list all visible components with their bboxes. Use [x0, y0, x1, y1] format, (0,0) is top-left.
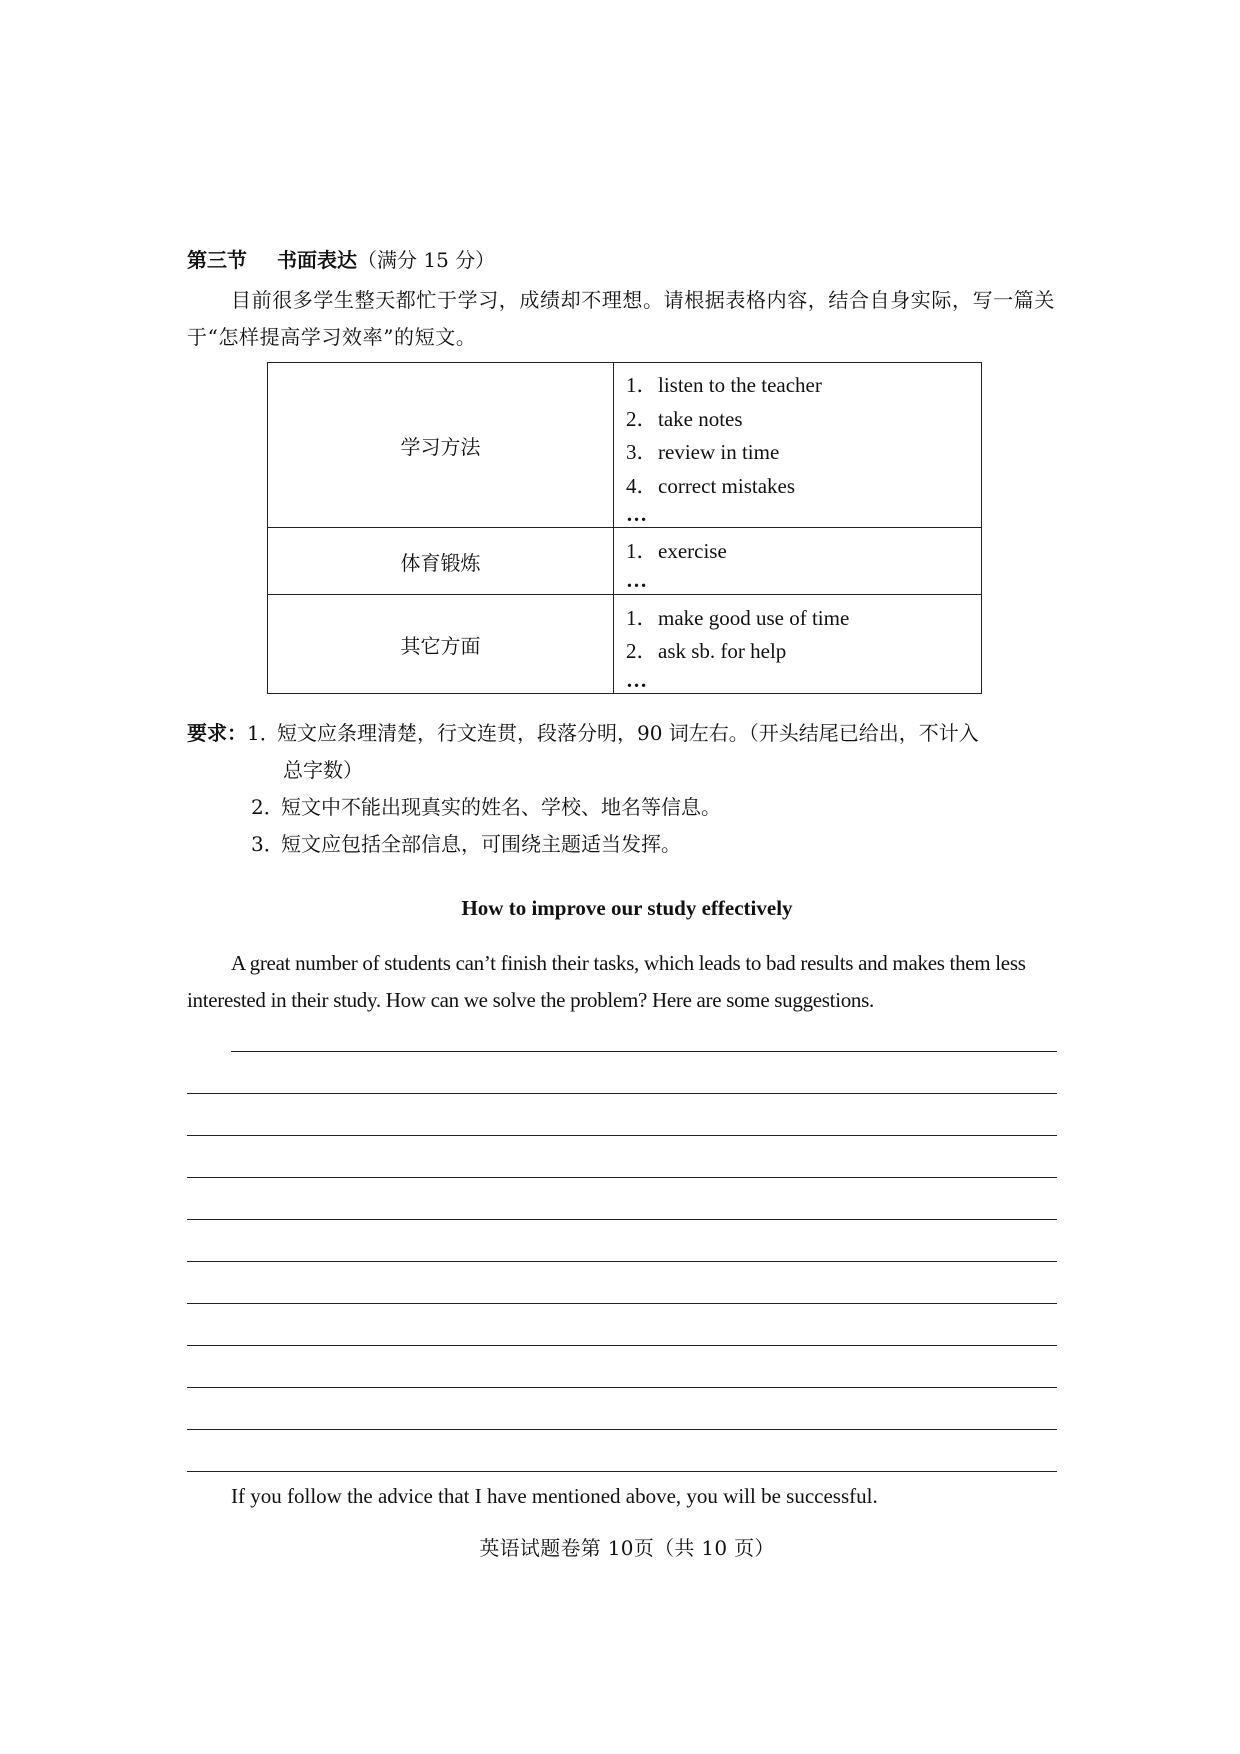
requirement-continuation: 总字数）	[283, 758, 363, 782]
writing-line[interactable]	[187, 1177, 1057, 1178]
list-item: 3．review in time	[626, 440, 780, 464]
essay-opening: A great number of students can’t finish their tasks, which leads to bad results and makes them less interested in their study. How can we solve the problem? Here are some suggestions.	[187, 951, 1026, 1012]
section-score: （满分 15 分）	[357, 248, 496, 272]
table-row	[268, 363, 982, 528]
writing-line[interactable]	[187, 1345, 1057, 1346]
requirement-text: 短文中不能出现真实的姓名、学校、地名等信息。	[281, 795, 721, 819]
writing-line[interactable]	[187, 1387, 1057, 1388]
list-item: 1．exercise	[626, 539, 727, 564]
writing-line[interactable]	[187, 1135, 1057, 1136]
requirements-label: 要求：	[187, 721, 247, 745]
section-number: 第三节	[187, 248, 247, 272]
writing-line[interactable]	[187, 1093, 1057, 1094]
writing-line[interactable]	[187, 1429, 1057, 1430]
requirement-text: 短文应条理清楚，行文连贯，段落分明，90 词左右。（开头结尾已给出，不计入	[277, 721, 979, 745]
table-row	[268, 595, 982, 694]
writing-line[interactable]	[187, 1471, 1057, 1472]
item-text: take notes	[658, 406, 743, 431]
ellipsis: …	[626, 567, 645, 592]
item-text: ask sb. for help	[658, 639, 787, 663]
list-item: 4．correct mistakes	[626, 473, 796, 498]
list-item: 2．ask sb. for help	[626, 639, 787, 663]
essay-closing: If you follow the advice that I have mentioned above, you will be successful.	[231, 1484, 878, 1508]
row-items	[614, 595, 982, 694]
row-label: 其它方面	[268, 595, 614, 694]
writing-line[interactable]	[187, 1261, 1057, 1262]
ellipsis: …	[626, 667, 645, 692]
item-text: listen to the teacher	[658, 373, 822, 397]
ellipsis: …	[626, 502, 645, 526]
list-item: 2．take notes	[626, 406, 743, 431]
requirement-item: 2．短文中不能出现真实的姓名、学校、地名等信息。	[251, 795, 721, 819]
list-item: 1．make good use of time	[626, 605, 850, 630]
section-name: 书面表达	[277, 248, 357, 272]
writing-line[interactable]	[231, 1051, 1057, 1052]
item-text: make good use of time	[658, 605, 850, 630]
page-footer: 英语试题卷第 10页（共 10 页）	[479, 1536, 775, 1560]
row-label: 体育锻炼	[268, 528, 614, 595]
essay-title: How to improve our study effectively	[461, 896, 793, 920]
writing-line[interactable]	[187, 1303, 1057, 1304]
row-label: 学习方法	[268, 363, 614, 528]
row-items	[614, 528, 982, 595]
requirement-item: 3．短文应包括全部信息，可围绕主题适当发挥。	[251, 832, 681, 856]
list-item: 1．listen to the teacher	[626, 373, 822, 397]
requirement-item: 要求：1．短文应条理清楚，行文连贯，段落分明，90 词左右。（开头结尾已给出，不计入	[187, 721, 979, 745]
requirement-text: 短文应包括全部信息，可围绕主题适当发挥。	[281, 832, 681, 856]
table-row	[268, 528, 982, 595]
requirements	[187, 715, 1067, 863]
task-instructions: 目前很多学生整天都忙于学习，成绩却不理想。请根据表格内容，结合自身实际，写一篇关于“怎样提高学习效率”的短文。	[187, 288, 1055, 349]
item-text: correct mistakes	[658, 473, 796, 498]
item-text: review in time	[658, 440, 780, 464]
row-items	[614, 363, 982, 528]
writing-line[interactable]	[187, 1219, 1057, 1220]
section-heading	[187, 245, 495, 275]
prompt-table	[267, 362, 982, 694]
item-text: exercise	[658, 539, 727, 564]
